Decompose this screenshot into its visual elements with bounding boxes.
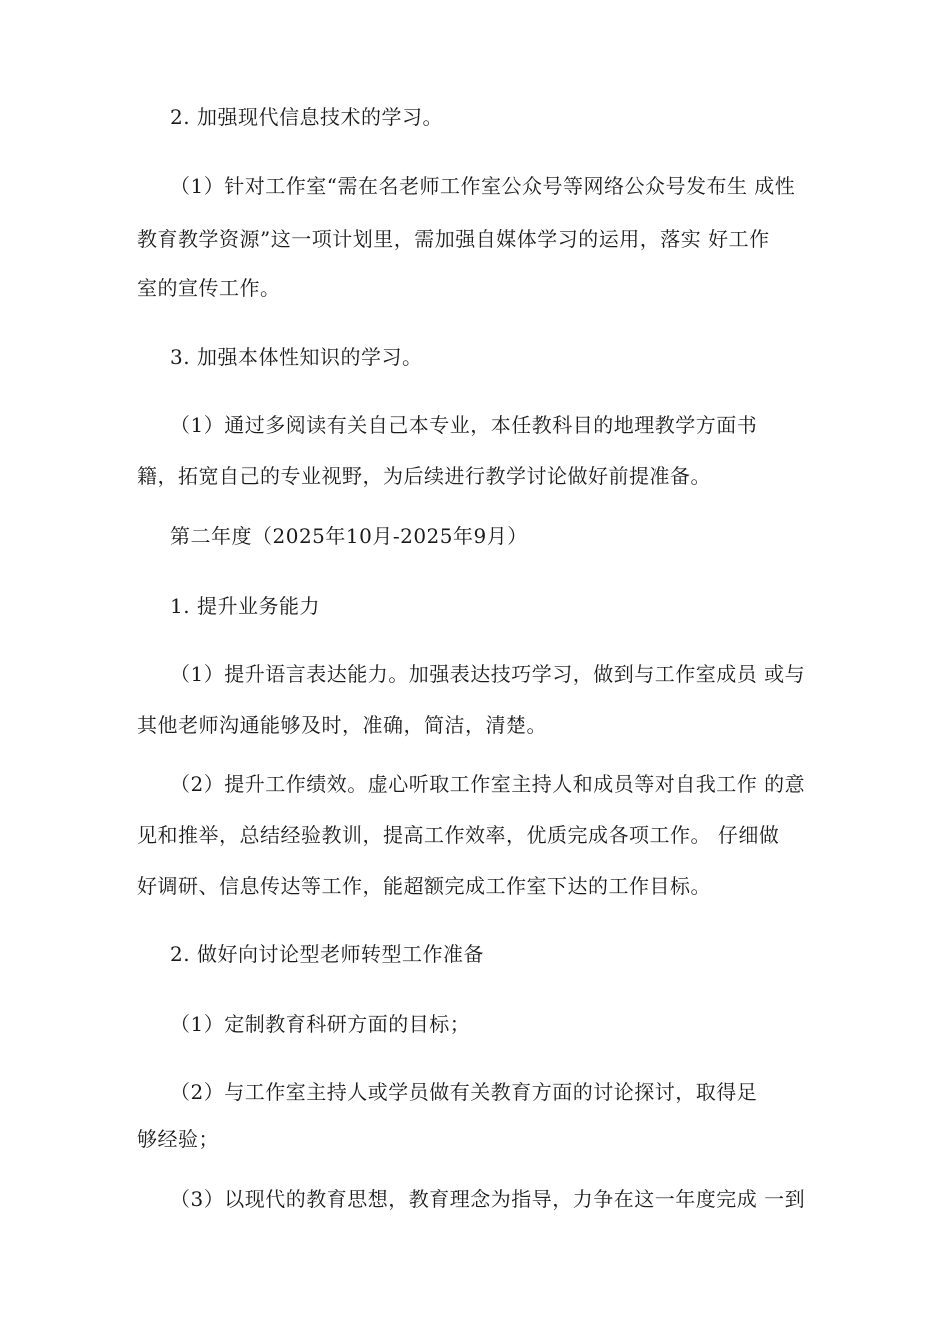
paragraph-line: 够经验； — [137, 1127, 219, 1151]
paragraph-line: （1）针对工作室“需在名老师工作室公众号等网络公众号发布生 成性 — [170, 174, 796, 198]
heading-3-subject-knowledge: 3. 加强本体性知识的学习。 — [170, 345, 423, 369]
paragraph-line: （2）提升工作绩效。虚心听取工作室主持人和成员等对自我工作 的意 — [170, 772, 806, 796]
paragraph-line: 见和推举，总结经验教训，提高工作效率，优质完成各项工作。 仔细做 — [137, 823, 780, 847]
list-item: （3）以现代的教育思想，教育理念为指导，力争在这一年度完成 一到 — [170, 1187, 806, 1211]
paragraph-line: 好调研、信息传达等工作，能超额完成工作室下达的工作目标。 — [137, 874, 711, 898]
heading-2-info-tech: 2. 加强现代信息技术的学习。 — [170, 105, 443, 129]
paragraph-line: （1）通过多阅读有关自己本专业，本任教科目的地理教学方面书 — [170, 413, 758, 437]
heading-1-business-ability: 1. 提升业务能力 — [170, 594, 320, 618]
list-item: （2）与工作室主持人或学员做有关教育方面的讨论探讨，取得足 — [170, 1080, 758, 1104]
heading-2-research-teacher: 2. 做好向讨论型老师转型工作准备 — [170, 942, 484, 966]
list-item: （1）定制教育科研方面的目标； — [170, 1012, 471, 1036]
section-title-second-year: 第二年度（2025年10月-2025年9月） — [170, 524, 528, 548]
paragraph-line: 其他老师沟通能够及时，准确，简洁，清楚。 — [137, 713, 547, 737]
paragraph-line: 教育教学资源”这一项计划里，需加强自媒体学习的运用，落实 好工作 — [137, 227, 770, 251]
paragraph-line: （1）提升语言表达能力。加强表达技巧学习，做到与工作室成员 或与 — [170, 662, 806, 686]
paragraph-line: 室的宣传工作。 — [137, 276, 281, 300]
paragraph-line: 籍，拓宽自己的专业视野，为后续进行教学讨论做好前提准备。 — [137, 464, 711, 488]
